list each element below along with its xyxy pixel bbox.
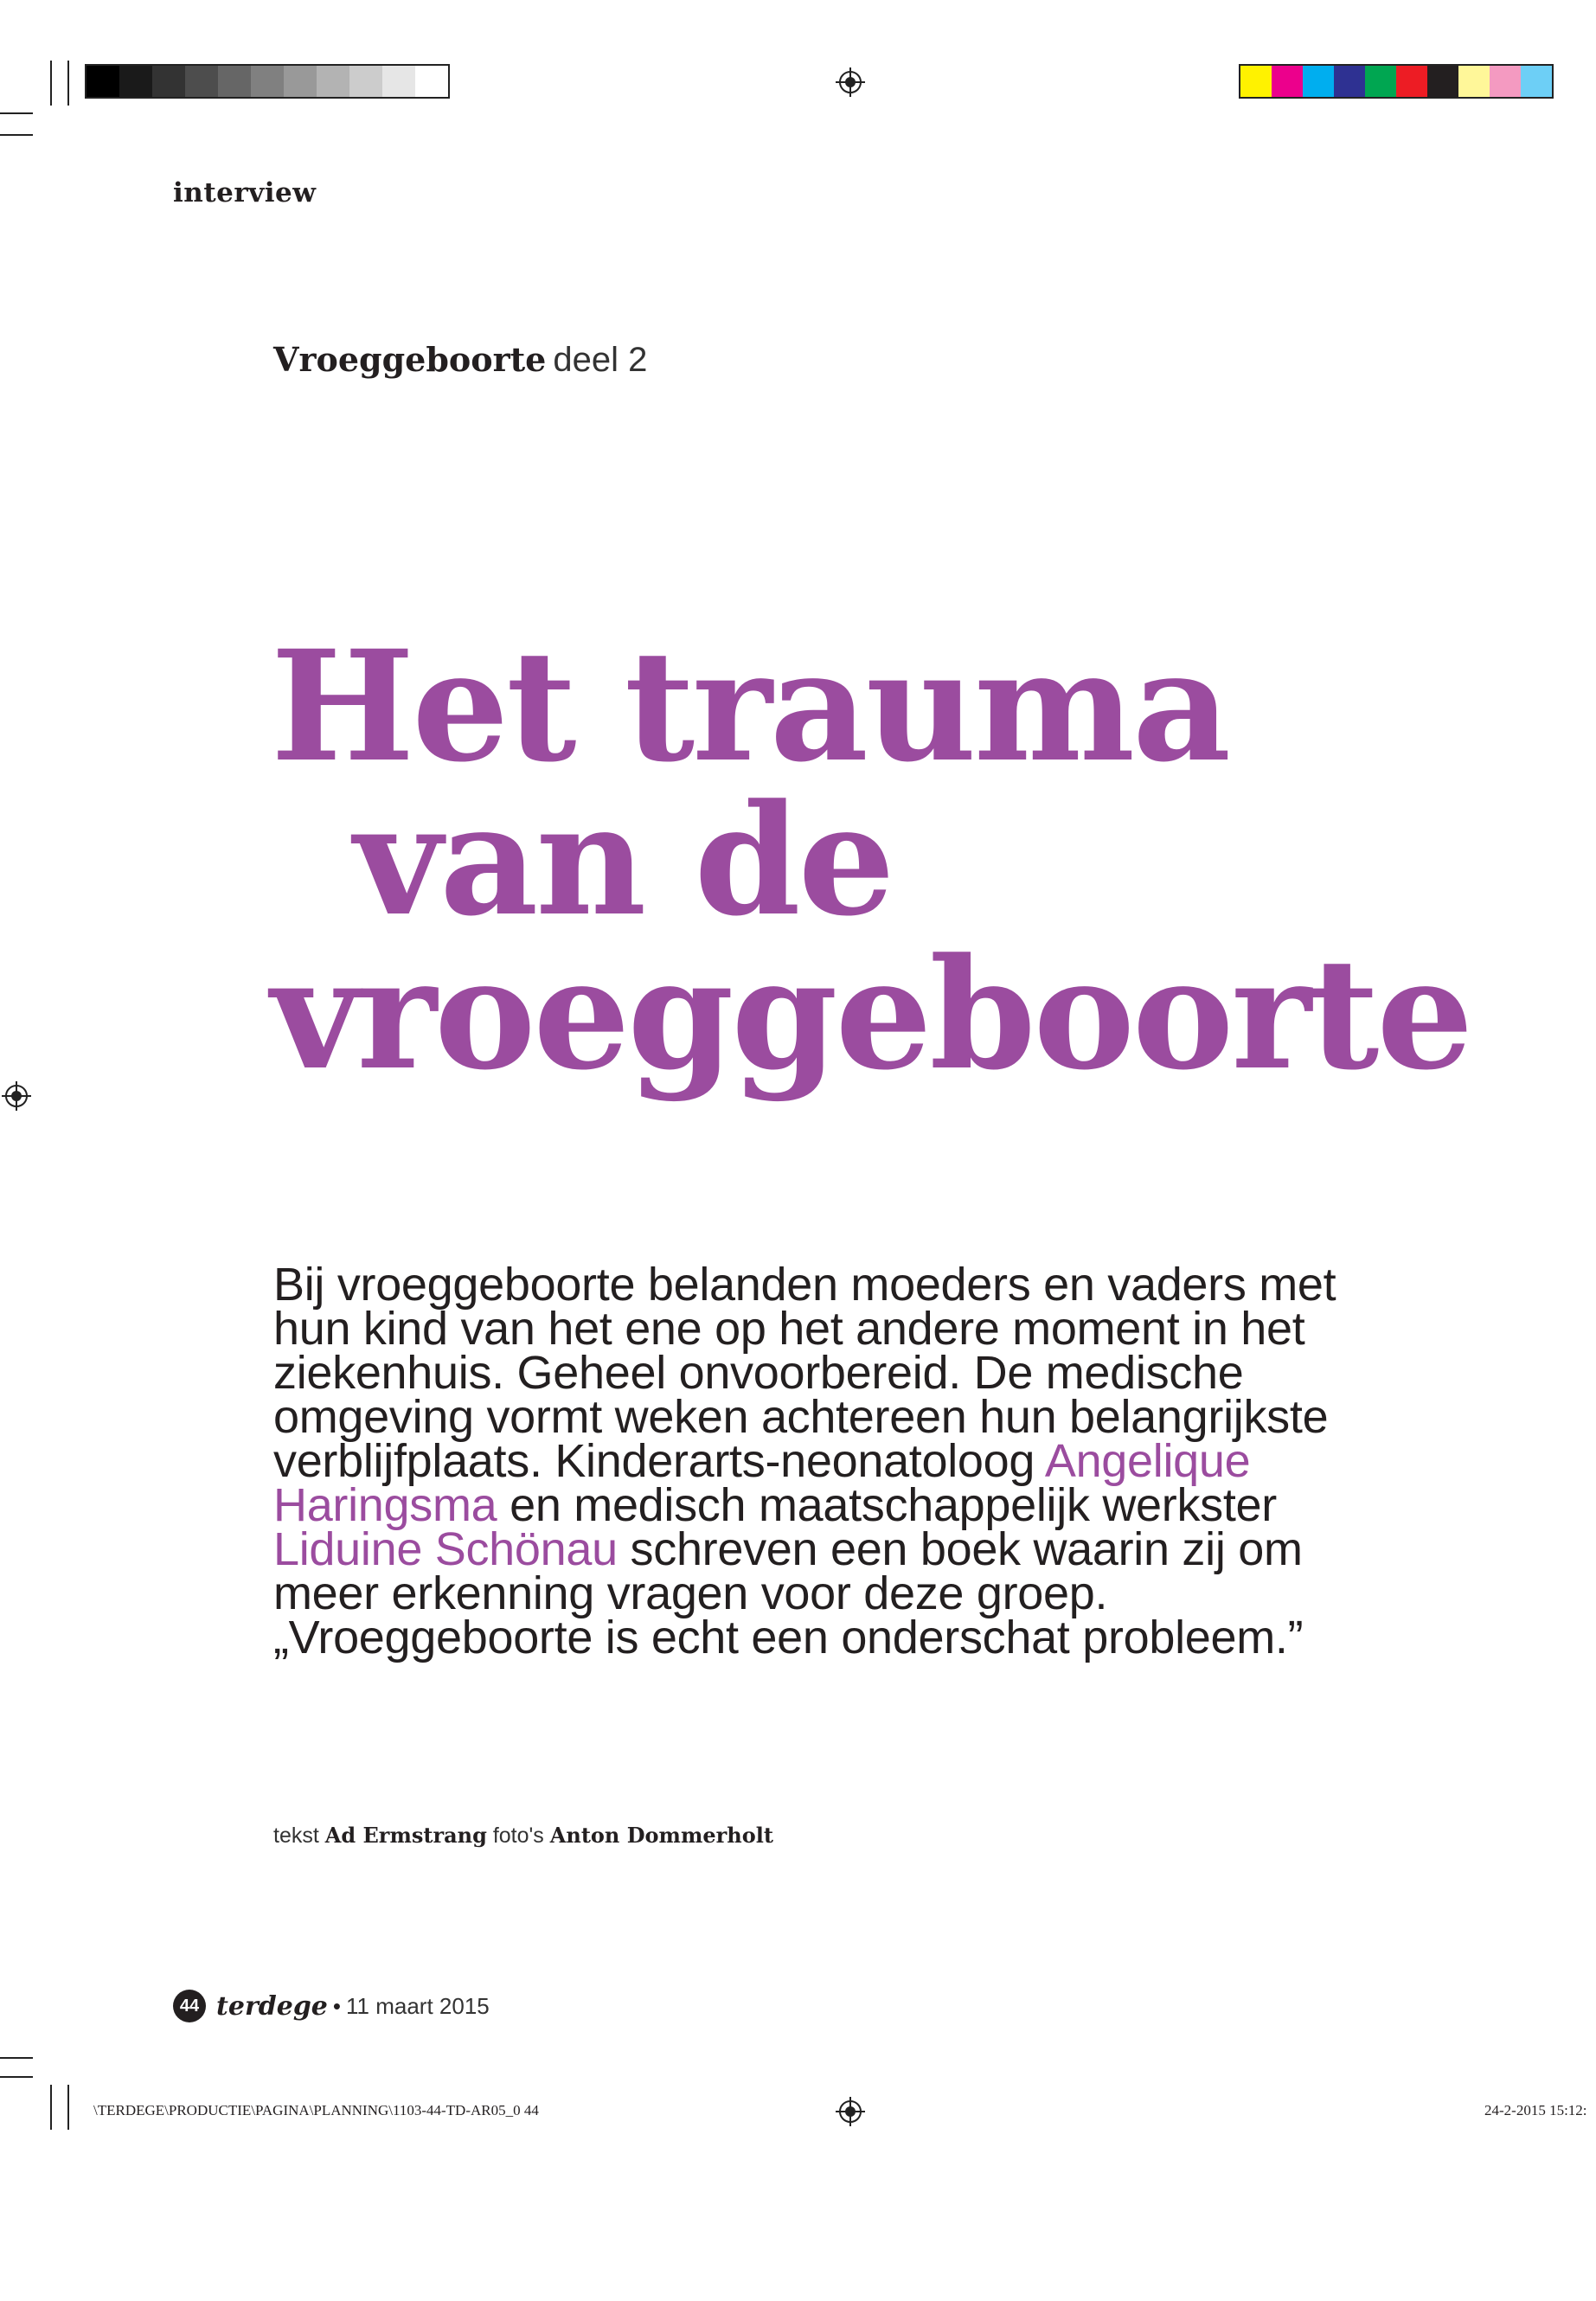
color-swatch xyxy=(1521,66,1552,97)
gray-swatch xyxy=(251,66,284,97)
crop-mark-top-left-v1 xyxy=(50,61,52,106)
credit-photographer: Anton Dommerholt xyxy=(549,1823,773,1848)
headline-line-1: Het trauma xyxy=(271,617,1229,796)
series-part: deel 2 xyxy=(553,341,648,379)
color-swatch xyxy=(1458,66,1490,97)
crop-mark-top-left-h2 xyxy=(0,134,33,136)
footer-separator: • xyxy=(332,1992,341,2019)
issue-date: 11 maart 2015 xyxy=(346,1992,490,2019)
gray-swatch xyxy=(415,66,448,97)
crop-mark-bottom-left-h2 xyxy=(0,2076,33,2078)
gray-color-strip xyxy=(85,64,450,99)
intro-text-2: en medisch maatschappelijk werkster xyxy=(497,1479,1277,1531)
headline xyxy=(271,617,1471,1104)
registration-mark-top xyxy=(836,67,865,97)
credit-author: Ad Ermstrang xyxy=(324,1823,487,1848)
gray-swatch xyxy=(218,66,251,97)
color-swatch xyxy=(1490,66,1521,97)
registration-mark-bottom xyxy=(836,2097,865,2126)
color-swatch xyxy=(1427,66,1458,97)
crop-mark-top-left-v2 xyxy=(67,61,69,106)
print-slug: \TERDEGE\PRODUCTIE\PAGINA\PLANNING\1103-44-TD-AR05_0 44 xyxy=(93,2102,539,2118)
print-timestamp: 24-2-2015 15:12: xyxy=(1484,2102,1587,2118)
color-swatch xyxy=(1396,66,1427,97)
intro-text-1: Bij vroeggeboorte belanden moeders en vaders met hun kind van het ene op het andere moment in het ziekenhuis. Geheel onvoorbereid. De medische omgeving vormt weken achtereen hun belangrijkste verblijfplaats. Kinderarts-neonatoloog xyxy=(273,1259,1336,1487)
intro-paragraph xyxy=(273,1259,1381,1663)
crop-mark-bottom-left-h1 xyxy=(0,2057,33,2059)
page-footer xyxy=(173,1990,490,2022)
page-number-badge: 44 xyxy=(173,1990,206,2022)
gray-swatch xyxy=(349,66,382,97)
section-label: interview xyxy=(173,177,317,208)
gray-swatch xyxy=(185,66,218,97)
color-swatch xyxy=(1272,66,1303,97)
crop-mark-bottom-left-v1 xyxy=(50,2085,52,2130)
credits xyxy=(273,1823,773,1849)
color-swatch xyxy=(1303,66,1334,97)
headline-line-2: van de xyxy=(354,771,893,950)
color-swatch xyxy=(1240,66,1272,97)
series-title xyxy=(273,340,647,380)
gray-swatch xyxy=(284,66,317,97)
color-swatch xyxy=(1365,66,1396,97)
crop-mark-top-left-h1 xyxy=(0,112,33,114)
gray-swatch xyxy=(87,66,119,97)
headline-line-3: vroeggeboorte xyxy=(271,925,1471,1104)
color-swatch xyxy=(1334,66,1365,97)
process-color-strip xyxy=(1239,64,1554,99)
person-name-schonau: Liduine Schönau xyxy=(273,1523,618,1575)
gray-swatch xyxy=(382,66,415,97)
registration-mark-left xyxy=(2,1081,31,1111)
gray-swatch xyxy=(119,66,152,97)
magazine-logo: terdege xyxy=(216,1990,328,2022)
gray-swatch xyxy=(317,66,349,97)
series-name: Vroeggeboorte xyxy=(273,340,547,379)
crop-mark-bottom-left-v2 xyxy=(67,2085,69,2130)
credit-text-label: tekst xyxy=(273,1823,319,1848)
person-name-haringsma: Angelique Haringsma xyxy=(273,1435,1251,1531)
gray-swatch xyxy=(152,66,185,97)
credit-photo-label: foto's xyxy=(492,1823,544,1848)
intro-text-3: schreven een boek waarin zij om meer erkenning vragen voor deze groep. „Vroeggeboorte is echt een onderschat probleem.” xyxy=(273,1523,1304,1663)
